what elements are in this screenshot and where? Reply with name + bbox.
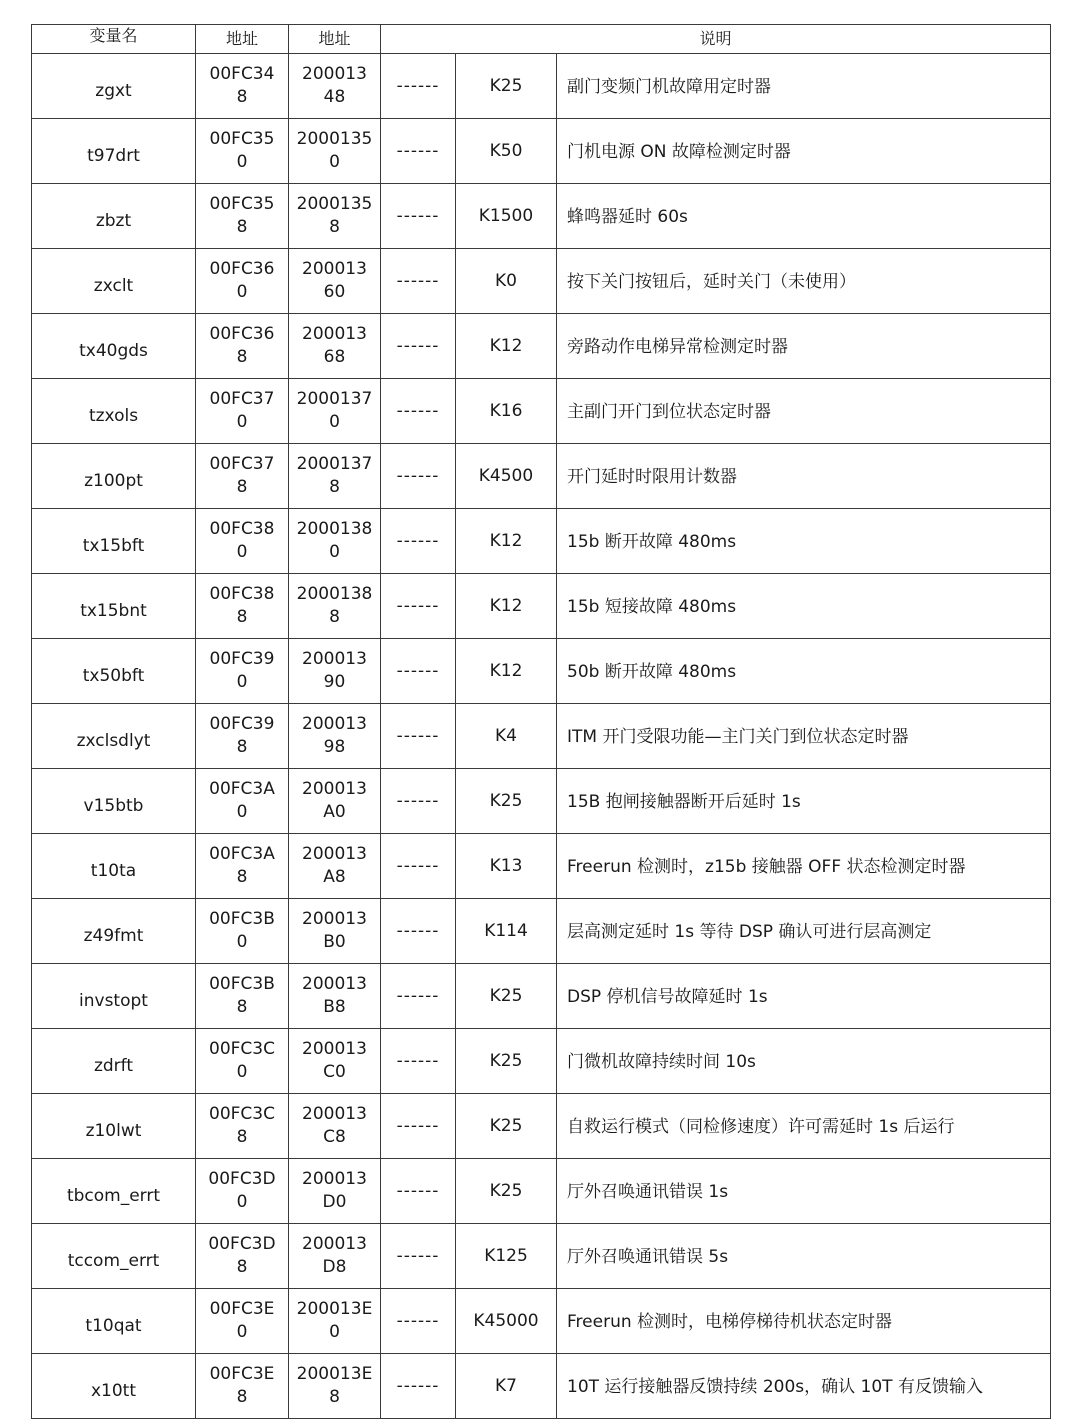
address-1-cell	[196, 1289, 289, 1354]
placeholder-dash-cell: ------	[381, 769, 456, 834]
address-1-line-2: 8	[236, 347, 248, 367]
placeholder-dash-cell: ------	[381, 509, 456, 574]
address-2-line-1: 200013	[302, 1169, 367, 1189]
constant-value-cell: K45000	[456, 1289, 557, 1354]
description-cell: Freerun 检测时，z15b 接触器 OFF 状态检测定时器	[557, 834, 1051, 899]
table-row	[32, 379, 1051, 444]
address-1-line-2: 0	[236, 412, 248, 432]
address-2-line-1: 200013	[302, 1234, 367, 1254]
placeholder-dash-cell: ------	[381, 964, 456, 1029]
address-1-line-2: 8	[236, 1257, 248, 1277]
description-cell: 自救运行模式（同检修速度）许可需延时 1s 后运行	[557, 1094, 1051, 1159]
placeholder-dash-cell: ------	[381, 1029, 456, 1094]
table-row	[32, 1094, 1051, 1159]
table-row	[32, 899, 1051, 964]
placeholder-dash-cell: ------	[381, 574, 456, 639]
address-1-cell	[196, 184, 289, 249]
address-1-cell	[196, 379, 289, 444]
description-cell: 旁路动作电梯异常检测定时器	[557, 314, 1051, 379]
address-1-line-2: 8	[236, 737, 248, 757]
address-2-line-2: 90	[323, 672, 346, 692]
address-2-cell	[289, 54, 381, 119]
table-row	[32, 54, 1051, 119]
variable-name-cell: zgxt	[32, 54, 196, 119]
address-2-cell	[289, 1354, 381, 1419]
address-2-cell	[289, 119, 381, 184]
address-2-line-2: 8	[329, 1387, 340, 1407]
description-cell: 15B 抱闸接触器断开后延时 1s	[557, 769, 1051, 834]
placeholder-dash-cell: ------	[381, 54, 456, 119]
address-2-line-1: 2000138	[296, 584, 373, 604]
variable-name-cell: v15btb	[32, 769, 196, 834]
address-1-line-1: 00FC3D	[208, 1169, 276, 1189]
address-1-line-2: 0	[236, 152, 248, 172]
address-2-line-2: 68	[323, 347, 346, 367]
variable-name-cell: t97drt	[32, 119, 196, 184]
constant-value-cell: K12	[456, 509, 557, 574]
table-row	[32, 184, 1051, 249]
table-row	[32, 769, 1051, 834]
placeholder-dash-cell: ------	[381, 314, 456, 379]
address-1-line-1: 00FC3C	[209, 1039, 275, 1059]
address-1-cell	[196, 639, 289, 704]
constant-value-cell: K12	[456, 639, 557, 704]
address-2-line-1: 2000137	[296, 389, 373, 409]
address-2-cell	[289, 509, 381, 574]
address-2-line-1: 200013	[302, 64, 367, 84]
table-row	[32, 509, 1051, 574]
address-2-cell	[289, 184, 381, 249]
constant-value-cell: K16	[456, 379, 557, 444]
address-2-line-2: 8	[329, 607, 340, 627]
address-2-line-1: 2000138	[296, 519, 373, 539]
address-1-cell	[196, 704, 289, 769]
variable-name-cell: tx50bft	[32, 639, 196, 704]
table-row	[32, 1224, 1051, 1289]
address-2-cell	[289, 964, 381, 1029]
header-variable-name: 变量名	[32, 25, 196, 54]
constant-value-cell: K125	[456, 1224, 557, 1289]
address-2-line-1: 200013E	[296, 1364, 373, 1384]
constant-value-cell: K114	[456, 899, 557, 964]
table-row	[32, 1354, 1051, 1419]
address-2-line-1: 200013	[302, 974, 367, 994]
address-1-line-1: 00FC37	[209, 389, 275, 409]
constant-value-cell: K50	[456, 119, 557, 184]
address-1-line-2: 0	[236, 802, 248, 822]
address-2-cell	[289, 769, 381, 834]
constant-value-cell: K25	[456, 1159, 557, 1224]
address-2-line-1: 200013	[302, 649, 367, 669]
address-2-cell	[289, 379, 381, 444]
address-1-line-1: 00FC38	[209, 584, 275, 604]
placeholder-dash-cell: ------	[381, 1159, 456, 1224]
address-1-line-1: 00FC39	[209, 714, 275, 734]
address-1-line-1: 00FC35	[209, 194, 275, 214]
address-2-cell	[289, 1224, 381, 1289]
table-row	[32, 1159, 1051, 1224]
description-cell: 50b 断开故障 480ms	[557, 639, 1051, 704]
placeholder-dash-cell: ------	[381, 834, 456, 899]
address-1-cell	[196, 899, 289, 964]
variable-name-cell: zbzt	[32, 184, 196, 249]
constant-value-cell: K25	[456, 1094, 557, 1159]
header-description: 说明	[381, 25, 1051, 54]
address-2-line-1: 2000137	[296, 454, 373, 474]
description-cell: 门微机故障持续时间 10s	[557, 1029, 1051, 1094]
variable-name-cell: x10tt	[32, 1354, 196, 1419]
address-1-cell	[196, 1094, 289, 1159]
description-cell: 厅外召唤通讯错误 5s	[557, 1224, 1051, 1289]
table-row	[32, 574, 1051, 639]
address-2-line-1: 2000135	[296, 129, 373, 149]
header-address-2: 地址	[289, 25, 381, 54]
address-1-line-1: 00FC37	[209, 454, 275, 474]
address-1-cell	[196, 1029, 289, 1094]
address-1-line-1: 00FC35	[209, 129, 275, 149]
description-cell: 厅外召唤通讯错误 1s	[557, 1159, 1051, 1224]
address-2-cell	[289, 704, 381, 769]
constant-value-cell: K25	[456, 769, 557, 834]
placeholder-dash-cell: ------	[381, 704, 456, 769]
address-1-line-1: 00FC36	[209, 324, 275, 344]
address-1-line-1: 00FC3D	[208, 1234, 276, 1254]
description-cell: 10T 运行接触器反馈持续 200s，确认 10T 有反馈输入	[557, 1354, 1051, 1419]
address-2-cell	[289, 444, 381, 509]
variable-name-cell: zdrft	[32, 1029, 196, 1094]
description-cell: 15b 断开故障 480ms	[557, 509, 1051, 574]
placeholder-dash-cell: ------	[381, 379, 456, 444]
address-1-cell	[196, 509, 289, 574]
address-2-line-2: 0	[329, 412, 340, 432]
address-1-line-1: 00FC3A	[209, 779, 275, 799]
variable-name-cell: zxclt	[32, 249, 196, 314]
address-2-line-1: 2000135	[296, 194, 373, 214]
address-1-line-2: 8	[236, 607, 248, 627]
address-2-cell	[289, 834, 381, 899]
address-1-cell	[196, 1224, 289, 1289]
variable-name-cell: z10lwt	[32, 1094, 196, 1159]
address-1-line-2: 0	[236, 542, 248, 562]
constant-value-cell: K1500	[456, 184, 557, 249]
variable-name-cell: tx15bft	[32, 509, 196, 574]
address-2-cell	[289, 899, 381, 964]
address-1-line-1: 00FC3E	[209, 1364, 275, 1384]
address-2-cell	[289, 639, 381, 704]
address-2-line-1: 200013	[302, 1039, 367, 1059]
description-cell: 15b 短接故障 480ms	[557, 574, 1051, 639]
address-2-line-1: 200013	[302, 844, 367, 864]
variable-name-cell: t10ta	[32, 834, 196, 899]
address-2-line-2: 98	[323, 737, 346, 757]
table-row	[32, 639, 1051, 704]
address-1-line-1: 00FC3B	[209, 974, 275, 994]
address-1-cell	[196, 769, 289, 834]
address-2-line-1: 200013	[302, 714, 367, 734]
description-cell: 门机电源 ON 故障检测定时器	[557, 119, 1051, 184]
address-1-line-2: 0	[236, 672, 248, 692]
address-1-line-1: 00FC38	[209, 519, 275, 539]
constant-value-cell: K7	[456, 1354, 557, 1419]
description-cell: 开门延时时限用计数器	[557, 444, 1051, 509]
table-row	[32, 1289, 1051, 1354]
address-2-line-1: 200013	[302, 324, 367, 344]
table-row	[32, 119, 1051, 184]
variable-table	[31, 24, 1051, 1419]
address-2-line-1: 200013	[302, 1104, 367, 1124]
constant-value-cell: K25	[456, 54, 557, 119]
address-1-line-1: 00FC39	[209, 649, 275, 669]
description-cell: Freerun 检测时，电梯停梯待机状态定时器	[557, 1289, 1051, 1354]
address-1-line-2: 0	[236, 1062, 248, 1082]
address-1-line-1: 00FC36	[209, 259, 275, 279]
address-1-line-2: 0	[236, 1192, 248, 1212]
variable-name-cell: tzxols	[32, 379, 196, 444]
address-2-line-1: 200013	[302, 909, 367, 929]
table-body	[32, 54, 1051, 1419]
placeholder-dash-cell: ------	[381, 899, 456, 964]
address-1-line-2: 8	[236, 1127, 248, 1147]
address-2-line-2: D0	[322, 1192, 347, 1212]
placeholder-dash-cell: ------	[381, 1289, 456, 1354]
address-2-cell	[289, 1094, 381, 1159]
address-1-cell	[196, 834, 289, 899]
table-row	[32, 1029, 1051, 1094]
address-2-line-2: 8	[329, 477, 340, 497]
address-1-line-2: 8	[236, 997, 248, 1017]
address-2-line-2: C0	[323, 1062, 346, 1082]
placeholder-dash-cell: ------	[381, 184, 456, 249]
address-1-cell	[196, 964, 289, 1029]
address-1-cell	[196, 574, 289, 639]
table-row	[32, 704, 1051, 769]
placeholder-dash-cell: ------	[381, 119, 456, 184]
address-1-line-1: 00FC3A	[209, 844, 275, 864]
table-row	[32, 249, 1051, 314]
address-1-cell	[196, 119, 289, 184]
constant-value-cell: K25	[456, 964, 557, 1029]
variable-name-cell: tbcom_errt	[32, 1159, 196, 1224]
variable-name-cell: t10qat	[32, 1289, 196, 1354]
table-header-row	[32, 25, 1051, 54]
variable-name-cell: z100pt	[32, 444, 196, 509]
address-2-line-2: 0	[329, 542, 340, 562]
address-1-cell	[196, 249, 289, 314]
variable-name-cell: tccom_errt	[32, 1224, 196, 1289]
address-2-cell	[289, 1159, 381, 1224]
address-2-line-2: A0	[323, 802, 346, 822]
table-row	[32, 834, 1051, 899]
address-1-line-2: 8	[236, 477, 248, 497]
address-2-line-2: A8	[323, 867, 346, 887]
variable-name-cell: invstopt	[32, 964, 196, 1029]
address-2-cell	[289, 574, 381, 639]
address-1-line-1: 00FC3C	[209, 1104, 275, 1124]
table-row	[32, 964, 1051, 1029]
address-2-line-2: B8	[323, 997, 346, 1017]
placeholder-dash-cell: ------	[381, 639, 456, 704]
constant-value-cell: K13	[456, 834, 557, 899]
description-cell: 按下关门按钮后，延时关门（未使用）	[557, 249, 1051, 314]
address-2-cell	[289, 1029, 381, 1094]
constant-value-cell: K12	[456, 314, 557, 379]
address-2-line-2: 8	[329, 217, 340, 237]
description-cell: DSP 停机信号故障延时 1s	[557, 964, 1051, 1029]
constant-value-cell: K4500	[456, 444, 557, 509]
placeholder-dash-cell: ------	[381, 1094, 456, 1159]
address-1-line-2: 0	[236, 1322, 248, 1342]
address-2-line-2: B0	[323, 932, 346, 952]
table-row	[32, 444, 1051, 509]
address-1-line-1: 00FC3B	[209, 909, 275, 929]
address-2-line-1: 200013E	[296, 1299, 373, 1319]
address-1-cell	[196, 314, 289, 379]
address-2-cell	[289, 314, 381, 379]
placeholder-dash-cell: ------	[381, 444, 456, 509]
constant-value-cell: K25	[456, 1029, 557, 1094]
placeholder-dash-cell: ------	[381, 249, 456, 314]
address-2-line-1: 200013	[302, 779, 367, 799]
address-2-line-2: 0	[329, 1322, 340, 1342]
variable-name-cell: z49fmt	[32, 899, 196, 964]
description-cell: 主副门开门到位状态定时器	[557, 379, 1051, 444]
header-address-1: 地址	[196, 25, 289, 54]
table-row	[32, 314, 1051, 379]
address-2-cell	[289, 249, 381, 314]
placeholder-dash-cell: ------	[381, 1224, 456, 1289]
address-2-line-2: D8	[322, 1257, 347, 1277]
address-1-cell	[196, 1159, 289, 1224]
description-cell: 层高测定延时 1s 等待 DSP 确认可进行层高测定	[557, 899, 1051, 964]
address-1-line-2: 0	[236, 932, 248, 952]
address-1-cell	[196, 1354, 289, 1419]
variable-name-cell: tx15bnt	[32, 574, 196, 639]
address-1-cell	[196, 54, 289, 119]
address-1-line-2: 0	[236, 282, 248, 302]
address-2-cell	[289, 1289, 381, 1354]
variable-name-cell: tx40gds	[32, 314, 196, 379]
placeholder-dash-cell: ------	[381, 1354, 456, 1419]
description-cell: ITM 开门受限功能—主门关门到位状态定时器	[557, 704, 1051, 769]
description-cell: 副门变频门机故障用定时器	[557, 54, 1051, 119]
address-2-line-1: 200013	[302, 259, 367, 279]
address-1-line-2: 8	[236, 217, 248, 237]
address-2-line-2: 48	[323, 87, 346, 107]
address-1-line-1: 00FC34	[209, 64, 275, 84]
constant-value-cell: K12	[456, 574, 557, 639]
address-2-line-2: 0	[329, 152, 340, 172]
constant-value-cell: K0	[456, 249, 557, 314]
address-1-line-2: 8	[236, 1387, 248, 1407]
address-2-line-2: C8	[323, 1127, 346, 1147]
address-1-line-2: 8	[236, 867, 248, 887]
constant-value-cell: K4	[456, 704, 557, 769]
variable-name-cell: zxclsdlyt	[32, 704, 196, 769]
address-1-line-1: 00FC3E	[209, 1299, 275, 1319]
address-1-cell	[196, 444, 289, 509]
address-1-line-2: 8	[236, 87, 248, 107]
address-2-line-2: 60	[323, 282, 346, 302]
description-cell: 蜂鸣器延时 60s	[557, 184, 1051, 249]
